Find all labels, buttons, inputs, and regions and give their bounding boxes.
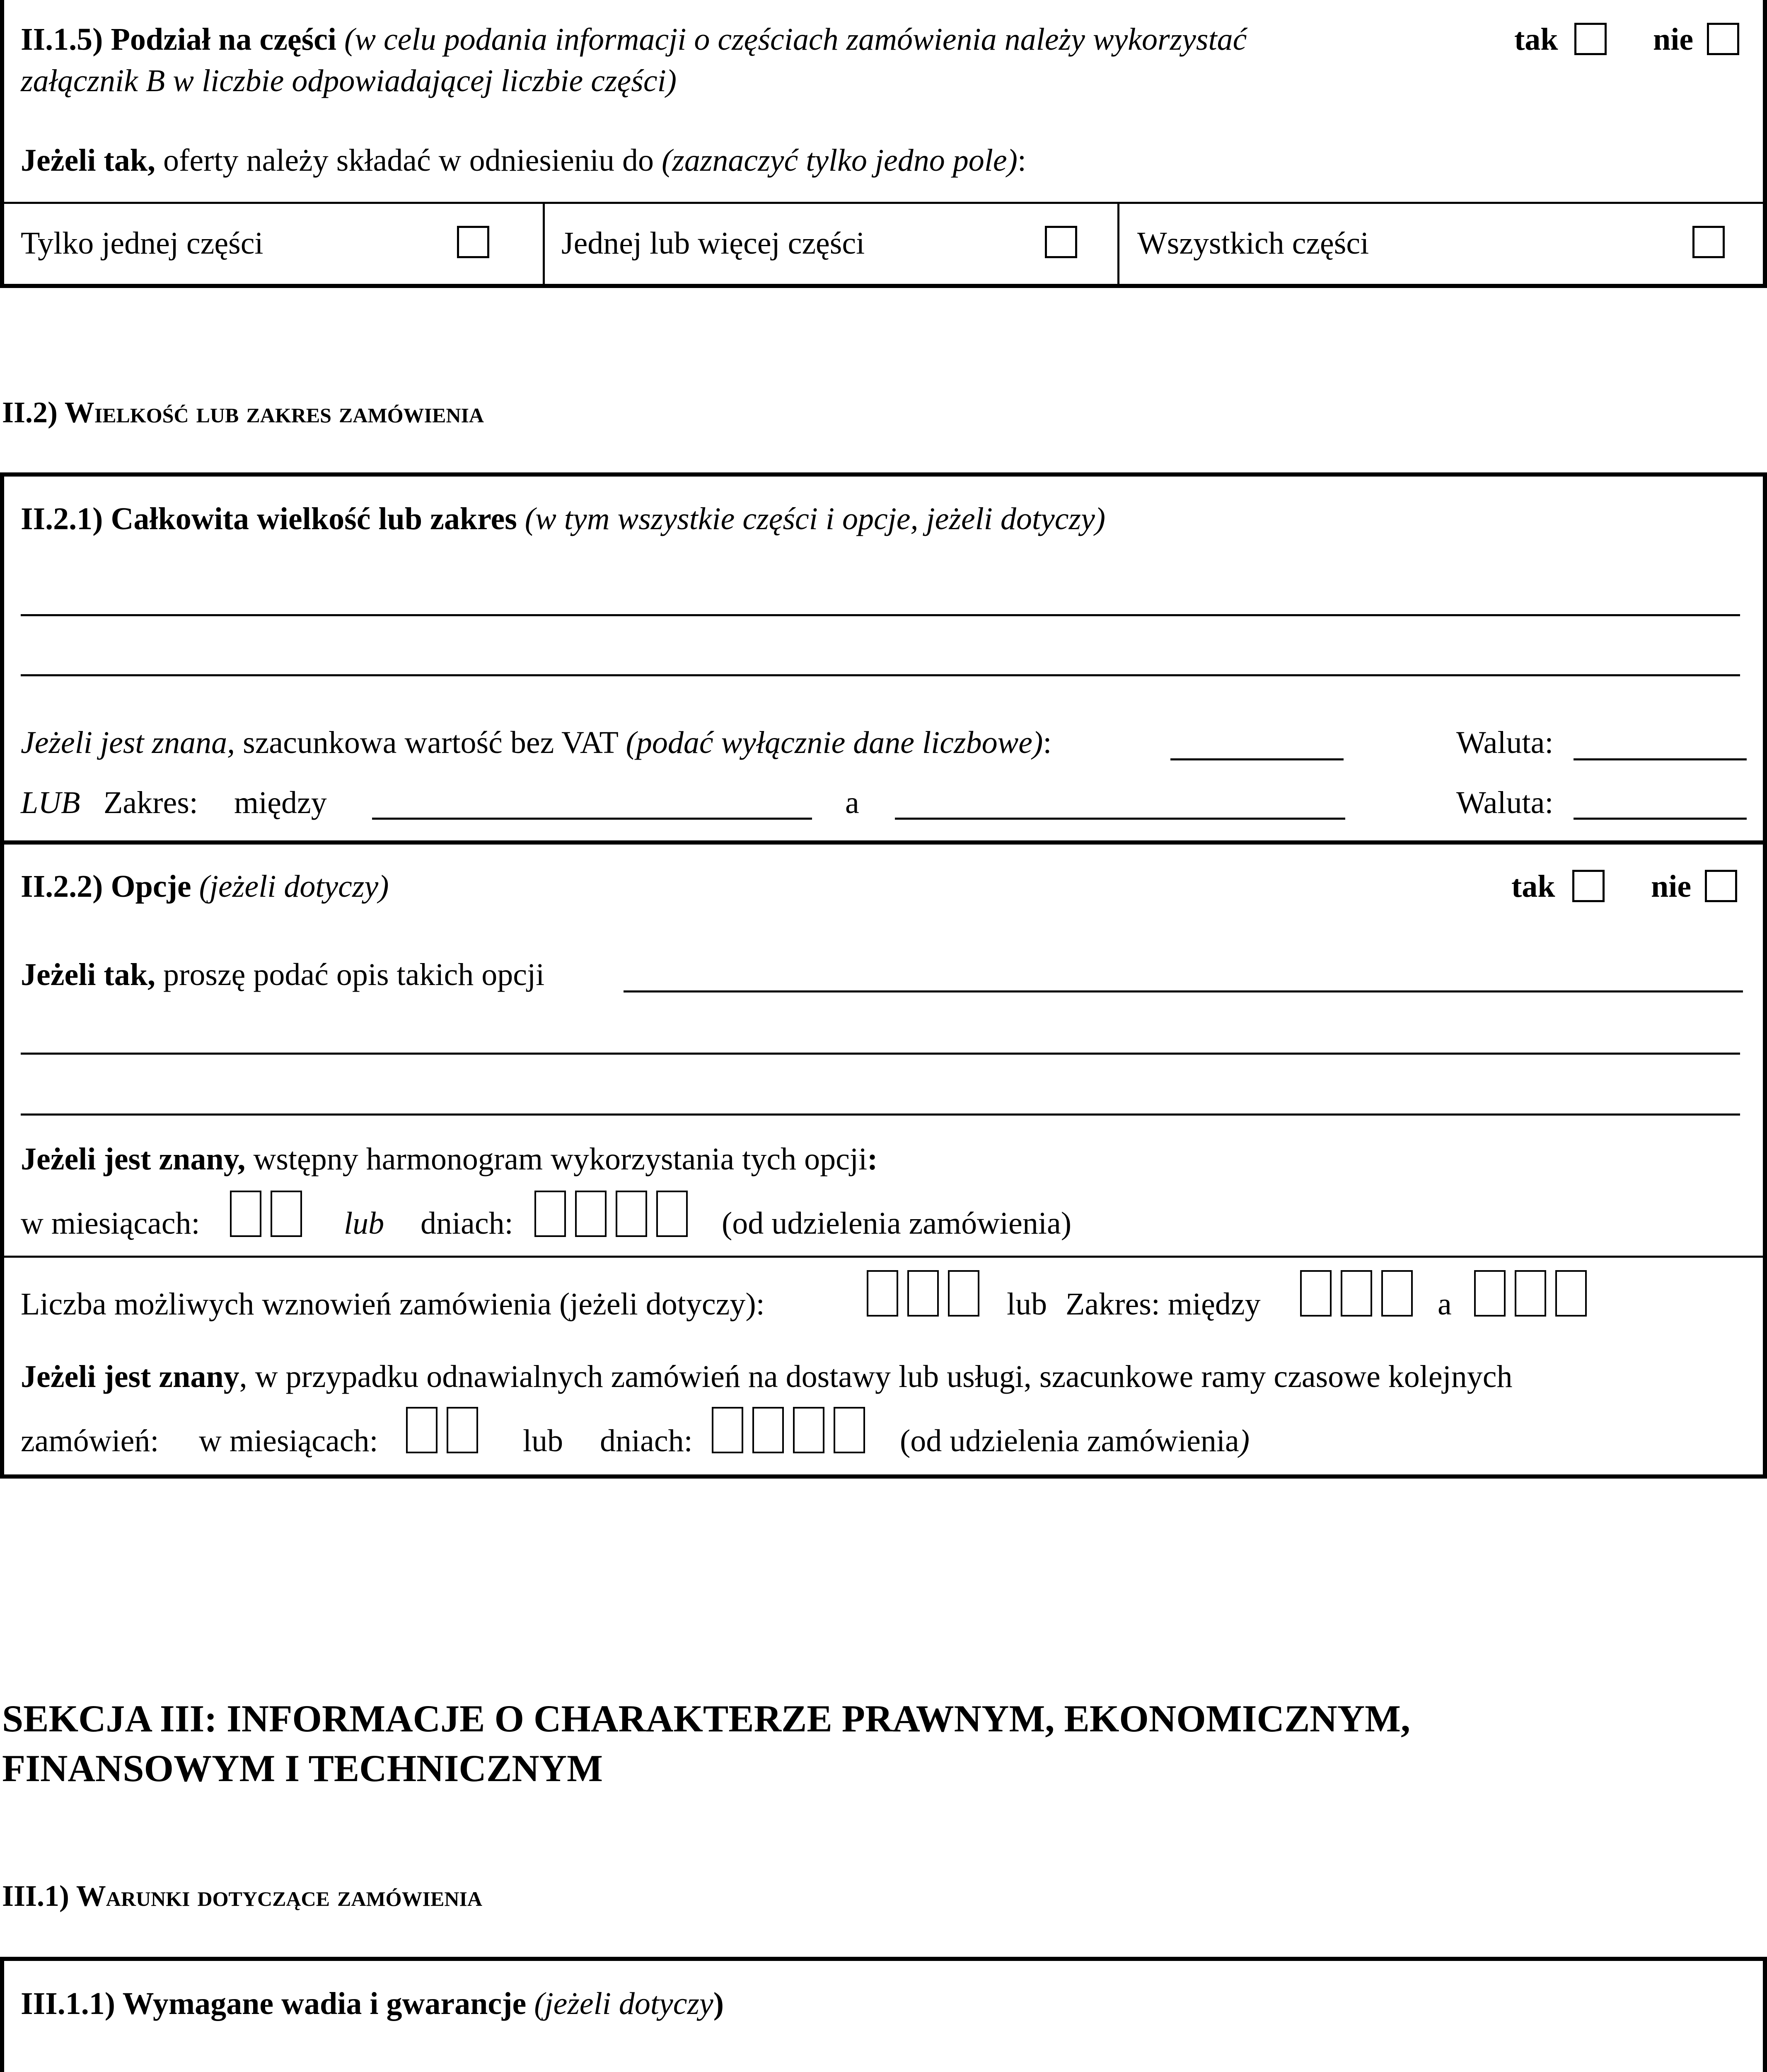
digit-cell[interactable]: [406, 1407, 438, 1453]
s115-colon: :: [1017, 143, 1027, 178]
s115-col-divider-2: [1117, 202, 1119, 288]
s221-s222-divider: [0, 840, 1767, 845]
s221-range-to-field[interactable]: [895, 818, 1345, 820]
s222-renew-bold: Jeżeli jest znany: [21, 1359, 239, 1394]
s222-from-award: (od udzielenia zamówienia): [722, 1206, 1072, 1241]
s115-note-1: (w celu podania informacji o częściach zamówienia należy wykorzystać: [344, 22, 1247, 57]
s221-value-line: [21, 723, 1051, 762]
s221-or-label: LUB: [21, 785, 80, 820]
s222-tak-checkbox[interactable]: [1572, 870, 1605, 902]
s221-known-text: szacunkowa wartość bez VAT: [243, 725, 618, 760]
s115-if-yes-bold: Jeżeli tak,: [21, 143, 156, 178]
s222-months2-cells[interactable]: [406, 1407, 487, 1453]
s221-known-it: Jeżeli jest znana,: [21, 725, 235, 760]
digit-cell[interactable]: [1474, 1270, 1506, 1317]
s221-currency2-label: Waluta:: [1456, 785, 1554, 820]
s222-sched-bold: Jeżeli jest znany,: [21, 1142, 246, 1176]
s222-note: (jeżeli dotyczy): [199, 869, 389, 904]
digit-cell[interactable]: [616, 1191, 647, 1237]
digit-cell[interactable]: [575, 1191, 607, 1237]
s222-tak-label: tak: [1511, 869, 1555, 904]
s221-answer-line-1[interactable]: [21, 614, 1740, 616]
s222-range-to-cells[interactable]: [1474, 1270, 1596, 1317]
s222-days-cells[interactable]: [534, 1191, 697, 1237]
s222-or-label: lub: [344, 1206, 384, 1241]
s222-days2-cells[interactable]: [712, 1407, 874, 1453]
s222-renewals-cells[interactable]: [867, 1270, 989, 1317]
s222-options-line-3[interactable]: [21, 1113, 1740, 1116]
s115-opt2-checkbox[interactable]: [1045, 226, 1077, 258]
s222-months-cells[interactable]: [230, 1191, 311, 1237]
s222-range-from-cells[interactable]: [1300, 1270, 1422, 1317]
s222-lub2-label: lub: [523, 1423, 563, 1458]
s311-title-line: [21, 1984, 724, 2024]
digit-cell[interactable]: [752, 1407, 784, 1453]
s115-opt2-label: Jednej lub więcej części: [561, 226, 865, 261]
s222-sched-colon: :: [867, 1142, 878, 1176]
s222-title: II.2.2) Opcje: [21, 869, 191, 904]
s221-range-label: Zakres:: [104, 785, 198, 820]
s222-if-yes-text: proszę podać opis takich opcji: [163, 957, 545, 992]
s221-note: (w tym wszystkie części i opcje, jeżeli dotyczy): [525, 501, 1106, 536]
digit-cell[interactable]: [1555, 1270, 1587, 1317]
s221-known-note: (podać wyłącznie dane liczbowe): [626, 725, 1043, 760]
digit-cell[interactable]: [1341, 1270, 1372, 1317]
s222-and-label: a: [1438, 1287, 1452, 1322]
s115-title: II.1.5) Podział na części: [21, 22, 337, 57]
s222-if-yes-line: [21, 955, 544, 995]
s222-days2-label: dniach:: [600, 1423, 693, 1458]
s222-renewals-divider: [0, 1256, 1767, 1258]
s115-if-yes-text: oferty należy składać w odniesieniu do: [163, 143, 654, 178]
s222-months-label: w miesiącach:: [21, 1206, 200, 1241]
s311-note: (jeżeli dotyczy: [534, 1986, 713, 2021]
s221-currency-field[interactable]: [1574, 758, 1747, 760]
s222-close-paren: ): [1239, 1423, 1250, 1458]
s222-from-award2: (od udzielenia zamówienia: [900, 1423, 1239, 1458]
s22-heading: II.2) Wielkość lub zakres zamówienia: [2, 396, 484, 429]
s222-days-label: dniach:: [421, 1206, 513, 1241]
s311-title: III.1.1) Wymagane wadia i gwarancje: [21, 1986, 527, 2021]
s3-heading-1: SEKCJA III: INFORMACJE O CHARAKTERZE PRAWNYM, EKONOMICZNYM,: [2, 1697, 1411, 1740]
s222-from-award2-line: [900, 1421, 1250, 1461]
s3-heading-2: FINANSOWYM I TECHNICZNYM: [2, 1747, 603, 1789]
digit-cell[interactable]: [230, 1191, 261, 1237]
digit-cell[interactable]: [867, 1270, 898, 1317]
s222-lub-label: lub: [1007, 1287, 1047, 1322]
s221-colon: :: [1043, 725, 1052, 760]
s222-renewals-label: Liczba możliwych wznowień zamówienia (jeżeli dotyczy):: [21, 1287, 765, 1322]
s115-tak-label: tak: [1514, 22, 1558, 57]
s222-renew-text: , w przypadku odnawialnych zamówień na dostawy lub usługi, szacunkowe ramy czasowe kolejnych: [239, 1359, 1513, 1394]
s222-renew-line: [21, 1357, 1513, 1397]
s115-title-line: [21, 20, 1247, 59]
digit-cell[interactable]: [1300, 1270, 1332, 1317]
s3-sub-heading: III.1) Warunki dotyczące zamówienia: [2, 1879, 483, 1912]
s115-opt3-label: Wszystkich części: [1137, 226, 1369, 261]
digit-cell[interactable]: [793, 1407, 824, 1453]
s221-title-line: [21, 499, 1105, 539]
s221-between-label: między: [234, 785, 327, 820]
s221-value-field[interactable]: [1170, 758, 1344, 760]
s222-range-between: Zakres: między: [1066, 1287, 1261, 1322]
s222-nie-label: nie: [1651, 869, 1692, 904]
digit-cell[interactable]: [534, 1191, 566, 1237]
s221-and-label: a: [845, 785, 859, 820]
s222-sched-text: wstępny harmonogram wykorzystania tych opcji: [253, 1142, 868, 1176]
s311-close: ): [713, 1986, 724, 2021]
s222-title-line: [21, 867, 389, 906]
s115-opt1-checkbox[interactable]: [457, 226, 489, 258]
s222-options-line-2[interactable]: [21, 1053, 1740, 1055]
s115-if-yes-note: (zaznaczyć tylko jedno pole): [661, 143, 1018, 178]
s222-if-yes-bold: Jeżeli tak,: [21, 957, 156, 992]
s115-note-2: załącznik B w liczbie odpowiadającej liczbie części): [21, 63, 677, 98]
digit-cell[interactable]: [712, 1407, 743, 1453]
s222-schedule-line: [21, 1140, 877, 1179]
s222-orders-label: zamówień:: [21, 1423, 159, 1458]
s115-col-divider-1: [543, 202, 545, 288]
digit-cell[interactable]: [907, 1270, 939, 1317]
s221-range-from-field[interactable]: [372, 818, 812, 820]
s115-nie-checkbox[interactable]: [1707, 23, 1739, 55]
s222-options-line-1[interactable]: [624, 990, 1743, 992]
digit-cell[interactable]: [656, 1191, 688, 1237]
s115-opt1-label: Tylko jednej części: [21, 226, 263, 261]
s115-tak-checkbox[interactable]: [1574, 23, 1607, 55]
s115-divider: [0, 202, 1767, 204]
s115-nie-label: nie: [1653, 22, 1694, 57]
s222-nie-checkbox[interactable]: [1705, 870, 1737, 902]
s221-title: II.2.1) Całkowita wielkość lub zakres: [21, 501, 517, 536]
digit-cell[interactable]: [447, 1407, 478, 1453]
digit-cell[interactable]: [271, 1191, 302, 1237]
digit-cell[interactable]: [1515, 1270, 1546, 1317]
digit-cell[interactable]: [948, 1270, 979, 1317]
digit-cell[interactable]: [1381, 1270, 1413, 1317]
digit-cell[interactable]: [834, 1407, 865, 1453]
s115-opt3-checkbox[interactable]: [1692, 226, 1725, 258]
s222-months2-label: w miesiącach:: [199, 1423, 378, 1458]
s115-if-yes-line: [21, 141, 1026, 180]
s221-answer-line-2[interactable]: [21, 674, 1740, 676]
s221-currency-label: Waluta:: [1456, 725, 1554, 760]
s221-currency2-field[interactable]: [1574, 818, 1747, 820]
